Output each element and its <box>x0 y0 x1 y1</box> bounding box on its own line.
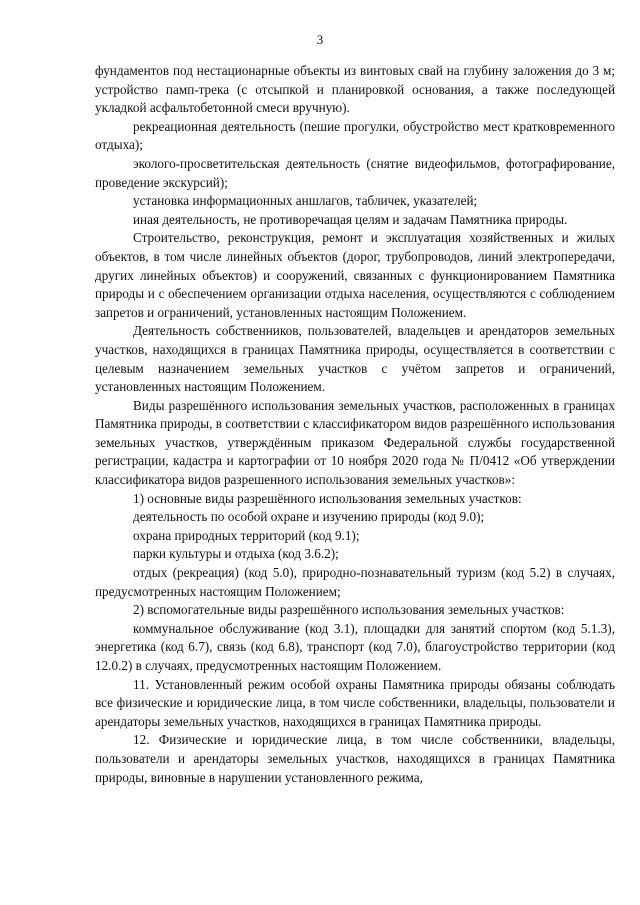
paragraph-other-activity: иная деятельность, не противоречащая целям и задачам Памятника природы. <box>133 211 568 227</box>
document-body <box>95 62 615 787</box>
list-item-nature-protection: деятельность по особой охране и изучению природы (код 9.0); <box>133 509 485 525</box>
paragraph-eco-education-activity: эколого-просветительская деятельность (снятие видеофильмов, фотографирование, проведение экскурсий); <box>95 155 615 190</box>
paragraph-construction: Строительство, реконструкция, ремонт и эксплуатация хозяйственных и жилых объектов, в том числе линейных объектов (дорог, трубопроводов, линий электропередачи, других линейных объектов) и сооружений, связанных с функционированием Памятника природы и с обеспечением организации отдыха населения, осуществляются с соблюдением запретов и ограничений, установленных настоящим Положением. <box>95 230 615 320</box>
list-item-natural-areas-protection: охрана природных территорий (код 9.1); <box>133 527 360 543</box>
list-item-culture-parks: парки культуры и отдыха (код 3.6.2); <box>133 546 339 562</box>
list-item-auxiliary-use-types: 2) вспомогательные виды разрешённого использования земельных участков: <box>133 602 565 618</box>
paragraph-recreation-activity: рекреационная деятельность (пешие прогулки, обустройство мест кратковременного отдыха); <box>95 118 615 153</box>
paragraph-info-signs: установка информационных аншлагов, табличек, указателей; <box>133 193 478 209</box>
paragraph-permitted-use-types: Виды разрешённого использования земельных участков, расположенных в границах Памятника природы, в соответствии с классификатором видов разрешённого использования земельных участков, утверждённым приказом Федеральной службы государственной регистрации, кадастра и картографии от 10 ноября 2020 года № П/0412 «Об утверждении классификатора видов разрешенного использования земельных участков»: <box>95 397 615 488</box>
paragraph-foundations-continuation: фундаментов под нестационарные объекты из винтовых свай на глубину заложения до 3 м; устройство памп-трека (с отсыпкой и планировкой основания, а также последующей укладкой асфальтобетонной смеси вручную). <box>95 63 615 116</box>
page-number: 3 <box>316 32 324 47</box>
list-item-main-use-types: 1) основные виды разрешённого использования земельных участков: <box>133 490 522 506</box>
list-item-recreation-tourism: отдых (рекреация) (код 5.0), природно-познавательный туризм (код 5.2) в случаях, предусмотренных настоящим Положением; <box>95 565 615 599</box>
list-item-auxiliary-codes: коммунальное обслуживание (код 3.1), площадки для занятий спортом (код 5.1.3), энергетика (код 6.7), связь (код 6.8), транспорт (код 7.0), благоустройство территории (код 12.0.2) в случаях, предусмотренных настоящим Положением. <box>95 620 615 673</box>
paragraph-section-11: 11. Установленный режим особой охраны Памятника природы обязаны соблюдать все физические и юридические лица, в том числе собственники, владельцы, пользователи и арендаторы земельных участков, находящихся в границах Памятника природы. <box>95 676 615 729</box>
paragraph-land-owners-activity: Деятельность собственников, пользователей, владельцев и арендаторов земельных участков, находящихся в границах Памятника природы, осуществляется в соответствии с целевым назначением земельных участков с учётом запретов и ограничений, установленных настоящим Положением. <box>95 323 615 395</box>
paragraph-section-12: 12. Физические и юридические лица, в том числе собственники, владельцы, пользователи и арендаторы земельных участков, находящихся в границах Памятника природы, виновные в нарушении установленного режима, <box>95 732 615 785</box>
